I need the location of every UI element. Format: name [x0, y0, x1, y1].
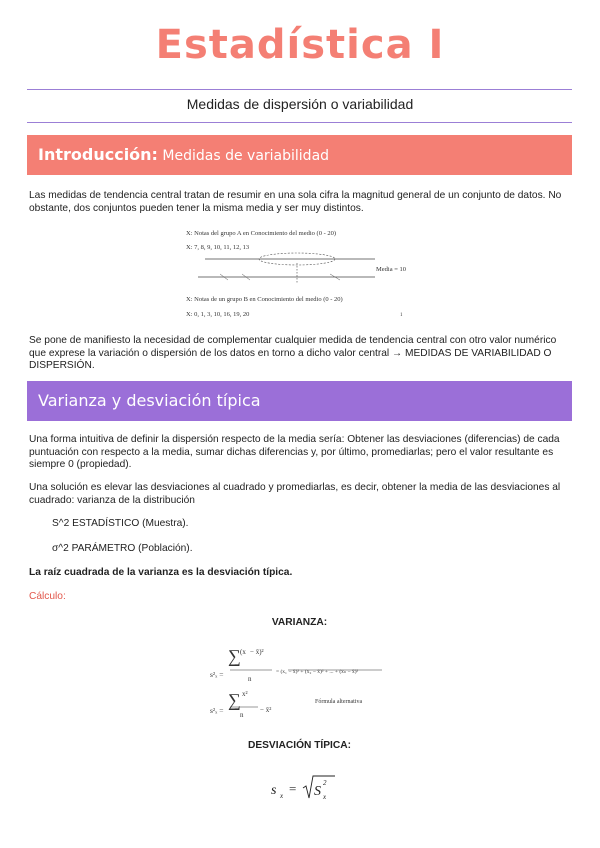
variance-sum-symbol: ∑ [228, 646, 241, 666]
varianza-paragraph-2: Una solución es elevar las desviaciones al cuadrado y promediarlas, es decir, obtener la media de las desviaciones al cuadrado: varianza de la distribución [29, 482, 561, 506]
varianza-item-parametro: σ^2 PARÁMETRO (Población). [52, 543, 193, 554]
variance-lhs: s²ₓ = [210, 670, 224, 679]
alt-lhs: s²ₓ = [210, 706, 224, 715]
sd-radicand-sub: x [323, 793, 327, 801]
sd-lhs-sub: x [280, 792, 284, 800]
intro-section-header [27, 135, 572, 175]
variance-denominator: n [248, 675, 252, 683]
formula-alt-label: Fórmula alternativa [315, 699, 363, 705]
figure-line-3: X: Notas de un grupo B en Conocimiento del medio (0 - 20) [186, 296, 343, 303]
bottom-divider [27, 122, 572, 123]
top-divider [27, 89, 572, 90]
document-subtitle: Medidas de dispersión o variabilidad [186, 96, 414, 112]
intro-paragraph-2: Se pone de manifiesto la necesidad de complementar cualquier medida de tendencia central con otro valor numérico que exprese la variación o dispersión de los datos en torno a dicho valor central → MEDIDAS DE VARIABILIDAD O DISPERSIÓN. [29, 335, 557, 371]
intro-heading-rest: Medidas de variabilidad [157, 148, 330, 164]
desviacion-label: DESVIACIÓN TÍPICA: [247, 740, 351, 751]
variance-numerator-tail: − x̄)² [250, 648, 264, 656]
alt-sum-symbol: ∑ [228, 690, 241, 710]
alt-mean-term: − x̄² [260, 706, 272, 714]
varianza-section-header [27, 381, 572, 421]
sd-radicand-sup: 2 [323, 779, 327, 787]
figure-footnote: 1 [400, 313, 403, 318]
sd-lhs: s [271, 783, 277, 798]
varianza-formula [200, 640, 400, 718]
intro-heading [38, 145, 329, 164]
alt-denominator: n [240, 711, 244, 718]
intro-heading-strong: Introducción: [38, 145, 158, 164]
document-title: Estadística I [155, 22, 445, 68]
desviacion-formula [265, 770, 345, 810]
dispersion-figure [180, 225, 420, 321]
varianza-heading: Varianza y desviación típica [38, 391, 261, 410]
sd-equals: = [289, 781, 297, 796]
figure-line-4: X: 0, 1, 3, 10, 16, 19, 20 [186, 311, 250, 318]
variance-numerator: (x [240, 648, 246, 656]
varianza-item-estadistico: S^2 ESTADÍSTICO (Muestra). [52, 518, 189, 529]
desviacion-statement: La raíz cuadrada de la varianza es la desviación típica. [29, 567, 293, 578]
varianza-label: VARIANZA: [271, 617, 328, 628]
alt-numerator: x² [242, 690, 248, 698]
sd-radicand: S [314, 784, 321, 799]
variance-expanded: = (x₁ − x̄)² + (x₂ − x̄)² + ... + (xₙ − x̄)² [276, 669, 359, 675]
calculo-label: Cálculo: [29, 591, 66, 602]
varianza-paragraph-1: Una forma intuitiva de definir la dispersión respecto de la media sería: Obtener las desviaciones (diferencias) de cada puntuación con respecto a la media, sumar dichas diferencias y, por último, promediarlas; pero el valor resultante es siempre 0 (propiedad). [29, 434, 560, 470]
figure-media-label: Media = 10 [376, 266, 407, 273]
figure-line-2: X: 7, 8, 9, 10, 11, 12, 13 [186, 244, 250, 251]
intro-paragraph-1: Las medidas de tendencia central tratan de resumir en una sola cifra la magnitud general de un conjunto de datos. No obstante, dos conjuntos pueden tener la misma media y ser muy distintos. [29, 190, 562, 214]
figure-line-1: X: Notas del grupo A en Conocimiento del medio (0 - 20) [186, 230, 337, 237]
